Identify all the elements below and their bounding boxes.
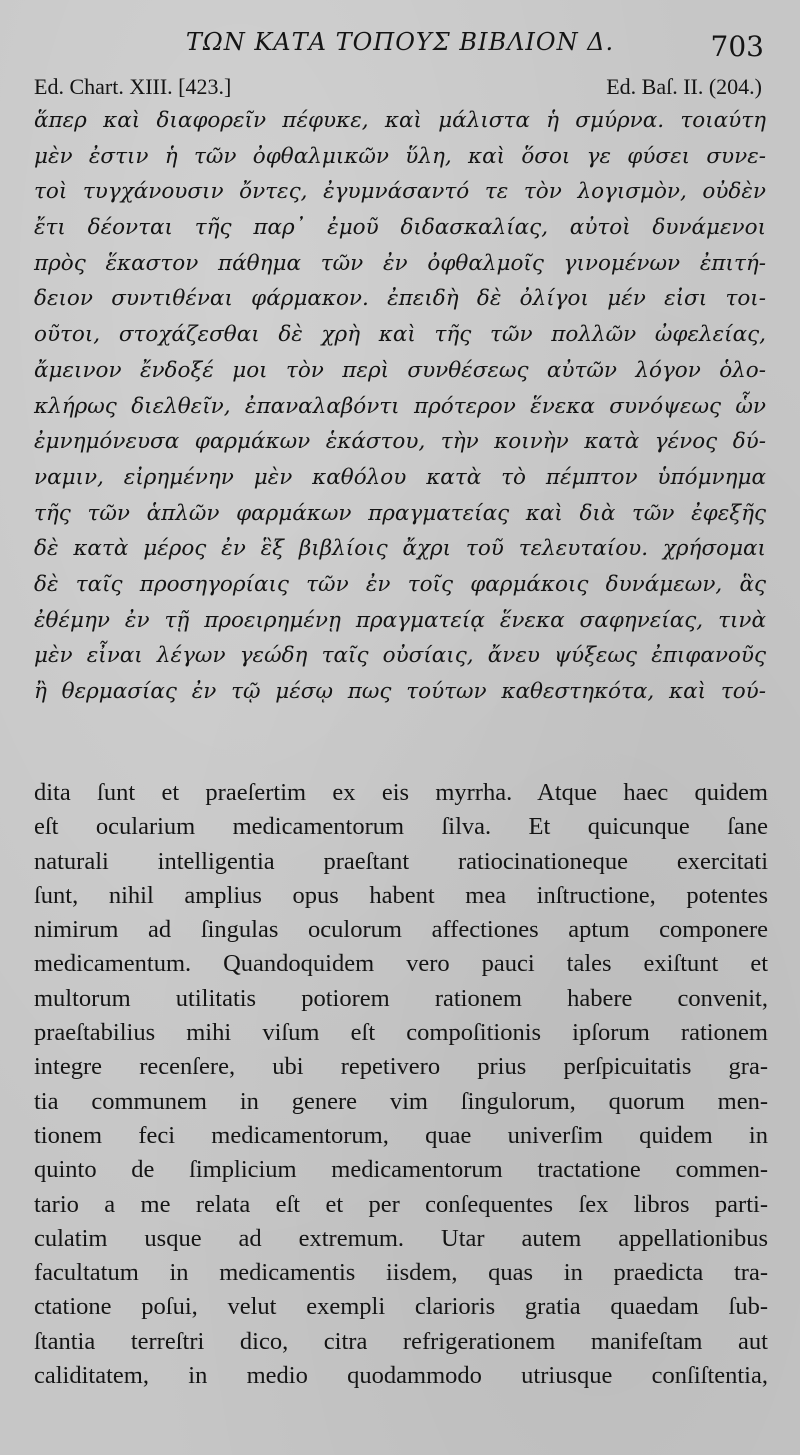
greek-line: δειον συντιθέναι φάρμακον. ἐπειδὴ δὲ ὀλίγοι μέν εἰσι τοι- — [34, 286, 766, 312]
greek-line: ναμιν, εἰρημένην μὲν καθόλου κατὰ τὸ πέμπτον ὑπόμνημα — [34, 464, 766, 490]
latin-line: medicamentum. Quandoquidem vero pauci tales exiſtunt et — [34, 950, 768, 978]
greek-line: οῦτοι, στοχάζεσθαι δὲ χρὴ καὶ τῆς τῶν πολλῶν ὠφελείας, — [34, 322, 766, 348]
greek-line: τοὶ τυγχάνουσιν ὄντες, ἐγυμνάσαντό τε τὸν λογισμὸν, οὐδὲν — [34, 179, 766, 205]
greek-line: ἐθέμην ἐν τῇ προειρημένῃ πραγματείᾳ ἕνεκα σαφηνείας, τινὰ — [34, 607, 766, 633]
latin-line: facultatum in medicamentis iisdem, quas in praedicta tra- — [34, 1259, 768, 1287]
latin-line: culatim usque ad extremum. Utar autem appellationibus — [34, 1224, 768, 1252]
edition-reference-right: Ed. Baſ. II. (204.) — [606, 74, 762, 99]
latin-line: tia communem in genere vim ſingulorum, quorum men- — [34, 1087, 768, 1115]
greek-line: ἅπερ καὶ διαφορεῖν πέφυκε, καὶ μάλιστα ἡ σμύρνα. τοιαύτη — [34, 108, 766, 133]
greek-line: τῆς τῶν ἁπλῶν φαρμάκων πραγματείας καὶ διὰ τῶν ἐφεξῆς — [34, 500, 766, 526]
latin-line: tario a me relata eſt et per conſequentes ſex libros parti- — [34, 1190, 768, 1218]
latin-line: ctatione poſui, velut exempli clarioris gratia quaedam ſub- — [34, 1293, 768, 1321]
greek-line: κλήρως διελθεῖν, ἐπαναλαβόντι πρότερον ἕνεκα συνόψεως ὧν — [34, 393, 766, 419]
latin-line: naturali intelligentia praeſtant ratiocinationeque exercitati — [34, 847, 768, 875]
latin-line: nimirum ad ſingulas oculorum affectiones aptum componere — [34, 916, 768, 944]
greek-text-block — [34, 103, 766, 710]
greek-line: μὲν εἶναι λέγων γεώδη ταῖς οὐσίαις, ἄνευ ψύξεως ἐπιφανοῦς — [34, 643, 766, 669]
latin-line: ſunt, nihil amplius opus habent mea inſtructione, potentes — [34, 881, 768, 909]
greek-line: μὲν ἐστιν ἡ τῶν ὀφθαλμικῶν ὕλη, καὶ ὅσοι γε φύσει συνε- — [34, 143, 766, 169]
page-number: 703 — [710, 30, 764, 63]
latin-line: ſtantia terreſtri dico, citra refrigerationem manifeſtam aut — [34, 1327, 768, 1355]
greek-line: δὲ ταῖς προσηγορίαις τῶν ἐν τοῖς φαρμάκοις δυνάμεων, ἃς — [34, 571, 766, 597]
latin-line: quinto de ſimplicium medicamentorum tractatione commen- — [34, 1156, 768, 1184]
greek-line: δὲ κατὰ μέρος ἐν ἓξ βιβλίοις ἄχρι τοῦ τελευταίου. χρήσομαι — [34, 536, 766, 562]
latin-line: praeſtabilius mihi viſum eſt compoſitionis ipſorum rationem — [34, 1019, 768, 1047]
edition-reference-left: Ed. Chart. XIII. [423.] — [34, 74, 232, 99]
latin-line: dita ſunt et praeſertim ex eis myrrha. Atque haec quidem — [34, 779, 768, 806]
latin-line: tionem feci medicamentorum, quae univerſim quidem in — [34, 1121, 768, 1149]
latin-line: eſt ocularium medicamentorum ſilva. Et quicunque ſane — [34, 813, 768, 841]
greek-line: πρὸς ἕκαστον πάθημα τῶν ἐν ὀφθαλμοῖς γινομένων ἐπιτή- — [34, 250, 766, 276]
greek-line: ἄμεινον ἔνδοξέ μοι τὸν περὶ συνθέσεως αὐτῶν λόγον ὁλο- — [34, 357, 766, 383]
latin-text-block — [34, 776, 768, 1393]
greek-line: ἢ θερμασίας ἐν τῷ μέσῳ πως τούτων καθεστηκότα, καὶ τού- — [34, 679, 766, 704]
latin-line: multorum utilitatis potiorem rationem habere convenit, — [34, 984, 768, 1012]
running-title: ΤΩΝ ΚΑΤΑ ΤΟΠΟΥΣ ΒΙΒΛΙΟΝ Δ. — [185, 28, 615, 56]
greek-line: ἐμνημόνευσα φαρμάκων ἑκάστου, τὴν κοινὴν κατὰ γένος δύ- — [34, 429, 766, 455]
greek-line: ἔτι δέονται τῆς παρ᾽ ἐμοῦ διδασκαλίας, αὐτοὶ δυνάμενοι — [34, 215, 766, 241]
latin-line: integre recenſere, ubi repetivero prius perſpicuitatis gra- — [34, 1053, 768, 1081]
latin-line: caliditatem, in medio quodammodo utriusque conſiſtentia, — [34, 1362, 768, 1390]
